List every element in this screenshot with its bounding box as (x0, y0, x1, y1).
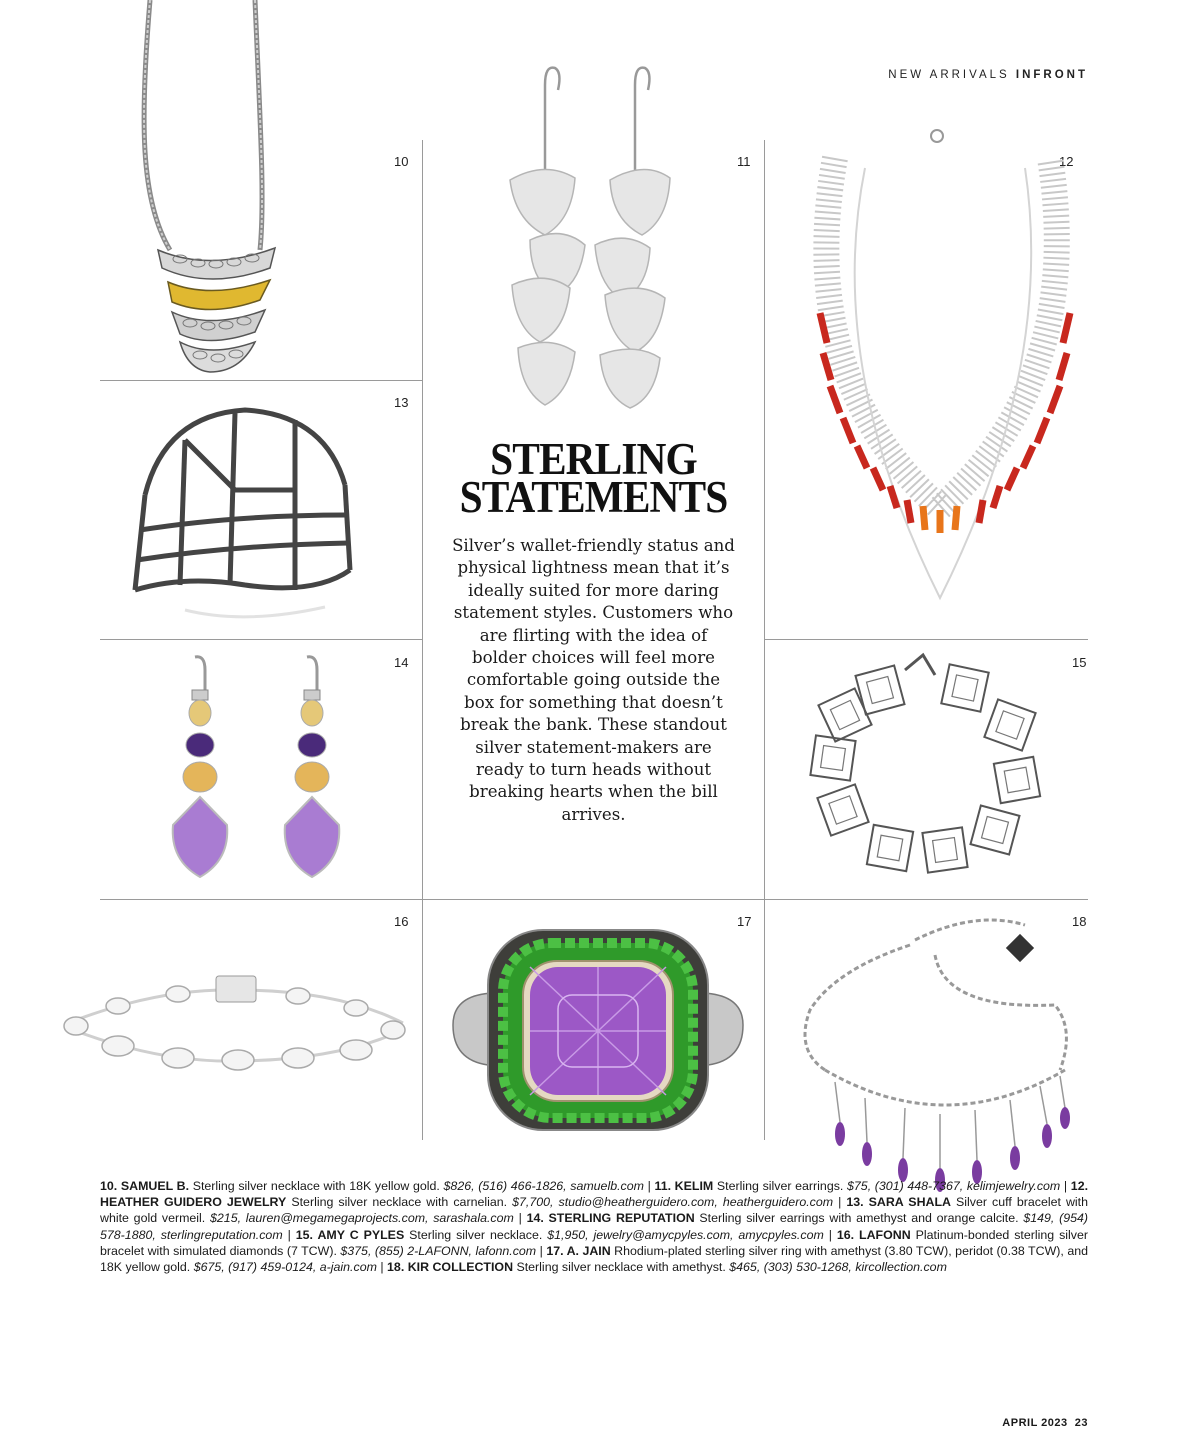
grid-divider (100, 380, 423, 381)
item-number-14: 14 (394, 655, 409, 670)
feature-body: Silver’s wallet-friendly status and physical lightness mean that it’s ideally suited for more daring statement styles. Customers who are flirting with the idea of bolder choices will feel more comfortable going outside the box for something that doesn’t break the bank. These standout silver statement-makers are ready to turn heads without breaking hearts when the bill arrives. (452, 536, 735, 824)
credit-15: 15. AMY C PYLES Sterling silver necklace. $1,950, jewelry@amycpyles.com, amycpyles.com (295, 1227, 824, 1242)
credit-16: 16. LAFONN Platinum-bonded sterling silver bracelet with simulated diamonds (7 TCW). $375, (855) 2-LAFONN, lafonn.com (100, 1227, 1088, 1258)
issue-date: APRIL 2023 (1002, 1417, 1068, 1429)
necklace-10-image (110, 0, 310, 375)
necklace-15-image (805, 650, 1045, 885)
grid-divider (764, 140, 765, 1140)
grid-divider (422, 140, 423, 1140)
earrings-14-image (165, 655, 365, 885)
credit-18: 18. KIR COLLECTION Sterling silver necklace with amethyst. $465, (303) 530-1268, kircollection.com (387, 1260, 947, 1275)
grid-divider (764, 639, 1088, 640)
feature-title-line2: STATEMENTS (459, 472, 728, 522)
bracelet-16-image (58, 968, 413, 1078)
item-number-11: 11 (737, 154, 751, 169)
page-number: 23 (1074, 1417, 1088, 1429)
feature-title (437, 434, 751, 522)
item-number-18: 18 (1072, 914, 1087, 929)
necklace-12-image (795, 128, 1095, 618)
credit-11: 11. KELIM Sterling silver earrings. $75, (301) 448-7367, kelimjewelry.com (654, 1179, 1061, 1193)
item-number-13: 13 (394, 395, 409, 410)
item-number-15: 15 (1072, 655, 1087, 670)
section-header (888, 69, 1088, 81)
item-number-16: 16 (394, 914, 409, 929)
item-number-10: 10 (394, 154, 409, 169)
ring-17-image (448, 925, 748, 1135)
item-number-17: 17 (737, 914, 752, 929)
product-credits: 10. SAMUEL B. Sterling silver necklace with 18K yellow gold. $826, (516) 466-1826, samuelb.com | 11. KELIM Sterling silver earrings. $75, (301) 448-7367, kelimjewelry.com | 12. HEATHER GUIDERO JEWELRY Sterling silver necklace with carnelian. $7,700, studio@heatherguidero.com, heatherguidero.com | 13. SARA SHALA Silver cuff bracelet with white gold vermeil. $215, lauren@megamegaprojects.com, sarashala.com | 14. STERLING REPUTATION Sterling silver earrings with amethyst and orange calcite. $149, (954) 578-1880, sterlingreputation.com | 15. AMY C PYLES Sterling silver necklace. $1,950, jewelry@amycpyles.com, amycpyles.com | 16. LAFONN Platinum-bonded sterling silver bracelet with simulated diamonds (7 TCW). $375, (855) 2-LAFONN, lafonn.com | 17. A. JAIN Rhodium-plated sterling silver ring with amethyst (3.80 TCW), peridot (0.38 TCW), and 18K yellow gold. $675, (917) 459-0124, a-jain.com | 18. KIR COLLECTION Sterling silver necklace with amethyst. $465, (303) 530-1268, kircollection.com (100, 1179, 1089, 1275)
feature-title-line1: STERLING (490, 434, 697, 484)
grid-divider (100, 899, 1088, 900)
section-label: NEW ARRIVALS (888, 69, 1010, 81)
credit-13: 13. SARA SHALA Silver cuff bracelet with white gold vermeil. $215, lauren@megamegaprojects.com, sarashala.com (100, 1195, 1088, 1226)
credit-12: 12. HEATHER GUIDERO JEWELRY Sterling silver necklace with carnelian. $7,700, studio@heatherguidero.com, heatherguidero.com (100, 1179, 1089, 1210)
grid-divider (100, 639, 423, 640)
earrings-11-image (500, 60, 690, 410)
credit-14: 14. STERLING REPUTATION Sterling silver earrings with amethyst and orange calcite. $149, (954) 578-1880, sterlingreputation.com (100, 1211, 1089, 1242)
necklace-18-image (795, 910, 1100, 1200)
page-footer (1002, 1417, 1088, 1429)
credit-17: 17. A. JAIN Rhodium-plated sterling silver ring with amethyst (3.80 TCW), peridot (0.38 TCW), and 18K yellow gold. $675, (917) 459-0124, a-jain.com (100, 1243, 1088, 1275)
credit-10: 10. SAMUEL B. Sterling silver necklace with 18K yellow gold. $826, (516) 466-1826, samuelb.com (100, 1179, 644, 1193)
cuff-bracelet-13-image (125, 395, 365, 625)
item-number-12: 12 (1059, 154, 1074, 169)
section-tag: INFRONT (1015, 69, 1088, 81)
